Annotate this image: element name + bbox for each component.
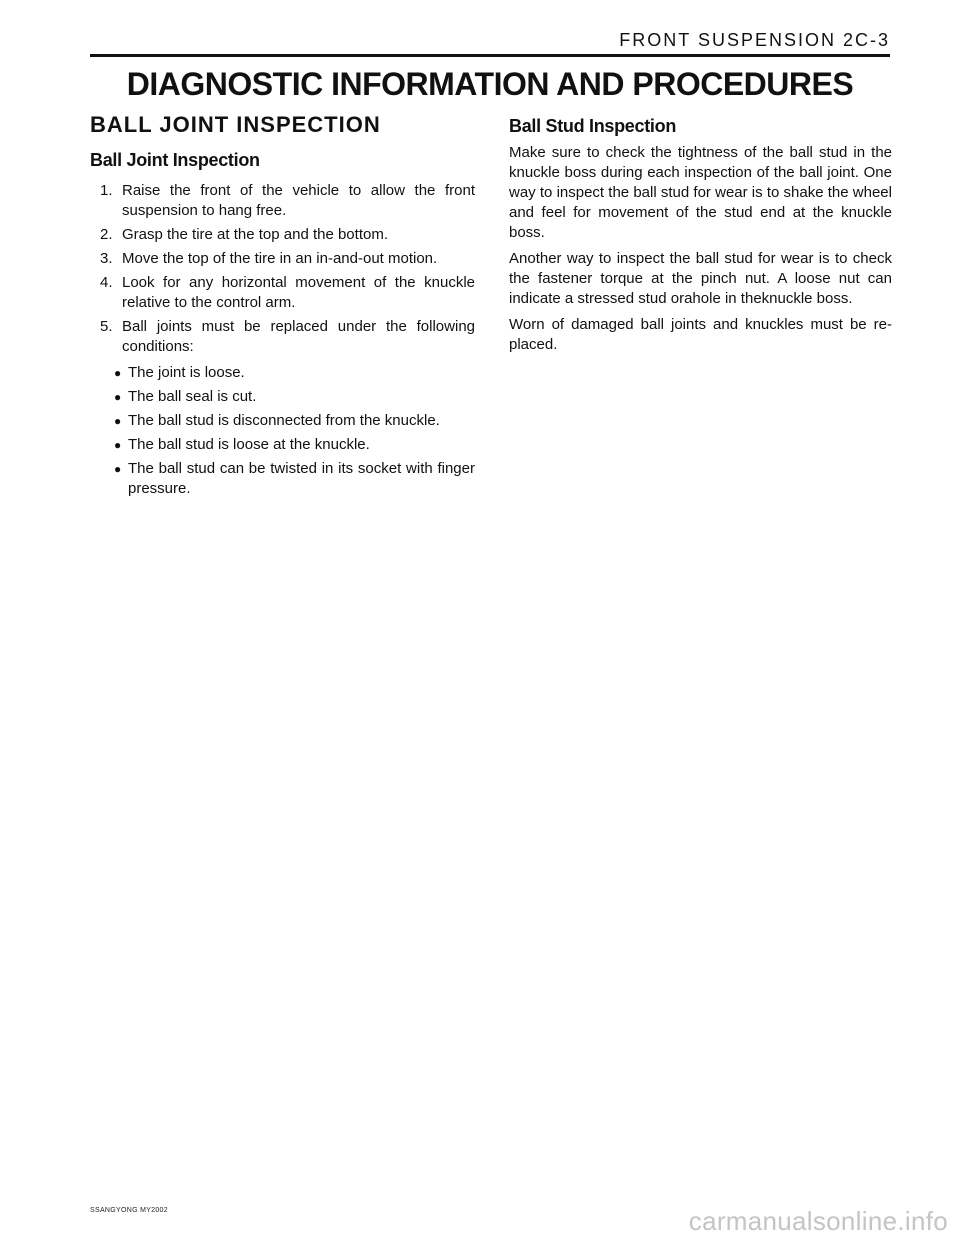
replacement-conditions-list [114, 363, 475, 499]
page-header-title: FRONT SUSPENSION 2C-3 [619, 30, 890, 50]
ball-joint-subheading: Ball Joint Inspection [90, 150, 260, 170]
condition-text: The ball stud is loose at the knuckle. [128, 436, 370, 453]
step-number: 4. [100, 274, 113, 291]
step-item [100, 225, 475, 245]
watermark: carmanualsonline.info [688, 1206, 948, 1236]
bullet-icon: ● [114, 366, 122, 380]
step-text: Ball joints must be replaced under the following conditions: [122, 318, 475, 355]
step-number: 2. [100, 226, 113, 243]
bullet-icon: ● [114, 414, 122, 428]
condition-item [114, 363, 475, 383]
condition-item [114, 435, 475, 455]
step-item [100, 181, 475, 221]
condition-item [114, 411, 475, 431]
step-item [100, 273, 475, 313]
condition-text: The joint is loose. [128, 364, 245, 381]
bullet-icon: ● [114, 462, 122, 476]
step-text: Raise the front of the vehicle to allow the front suspension to hang free. [122, 182, 475, 219]
condition-text: The ball stud can be twisted in its socket with finger pressure. [128, 460, 475, 497]
step-item [100, 317, 475, 357]
step-number: 1. [100, 182, 113, 199]
condition-text: The ball seal is cut. [128, 388, 257, 405]
right-column [509, 112, 892, 361]
condition-text: The ball stud is disconnected from the knuckle. [128, 412, 440, 429]
page-title: DIAGNOSTIC INFORMATION AND PROCEDURES [126, 66, 854, 102]
ball-stud-subheading: Ball Stud Inspection [509, 116, 677, 136]
paragraph: Another way to inspect the ball stud for wear is to check the fastener torque at the pinch nut. A loose nut can indicate a stressed stud orahole in theknuckle boss. [509, 250, 892, 307]
condition-item [114, 459, 475, 499]
step-text: Move the top of the tire in an in-and-out motion. [122, 250, 438, 267]
paragraph: Worn of damaged ball joints and knuckles must be re-placed. [509, 316, 892, 353]
step-item [100, 249, 475, 269]
step-text: Look for any horizontal movement of the knuckle relative to the control arm. [122, 274, 475, 311]
bullet-icon: ● [114, 390, 122, 404]
left-column [90, 112, 475, 503]
paragraph: Make sure to check the tightness of the ball stud in the knuckle boss during each inspection of the ball joint. One way to inspect the ball stud for wear is to shake the wheel and feel for movement of the stud end at the knuckle boss. [509, 144, 892, 241]
publisher-footer: SSANGYONG MY2002 [90, 1207, 168, 1214]
step-number: 3. [100, 250, 113, 267]
header-rule [90, 54, 890, 57]
condition-item [114, 387, 475, 407]
step-text: Grasp the tire at the top and the bottom. [122, 226, 388, 243]
bullet-icon: ● [114, 438, 122, 452]
inspection-steps-list [100, 181, 475, 357]
step-number: 5. [100, 318, 113, 335]
section-heading: BALL JOINT INSPECTION [90, 112, 381, 137]
